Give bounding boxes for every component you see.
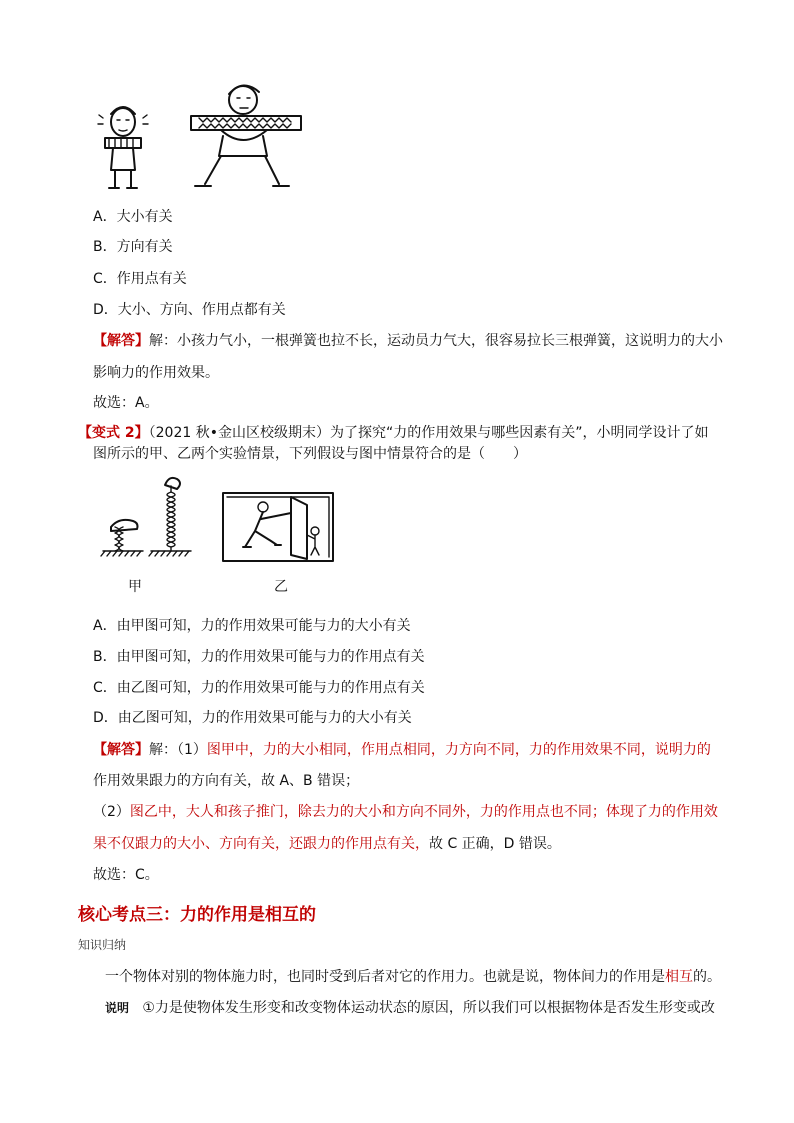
figure-label-jia: 甲 [128, 579, 142, 595]
option-a: A．大小有关 [93, 209, 173, 225]
paragraph-highlight: 相互 [665, 969, 693, 985]
question-stem [78, 423, 708, 443]
option-d: D．大小、方向、作用点都有关 [93, 302, 286, 318]
answer-choice: 故选：A。 [93, 395, 159, 411]
answer-prefix: 解：（1） [149, 742, 207, 758]
answer-paragraph-2 [93, 802, 718, 822]
question-stem-text: （2021 秋•金山区校级期末）为了探究“力的作用效果与哪些因素有关”，小明同学设计了如 [148, 425, 709, 441]
answer-highlight: 果不仅跟力的大小、方向有关，还跟力的作用点有关， [93, 836, 429, 852]
section-subheading: 知识归纳 [78, 938, 127, 952]
paragraph-text-end: 的。 [693, 969, 721, 985]
answer-tag: 【解答】 [93, 333, 149, 349]
option-a: A．由甲图可知，力的作用效果可能与力的大小有关 [93, 618, 411, 634]
option-b: B．由甲图可知，力的作用效果可能与力的作用点有关 [93, 649, 425, 665]
answer-prefix: （2） [93, 804, 130, 820]
note-text: ①力是使物体发生形变和改变物体运动状态的原因，所以我们可以根据物体是否发生形变或改 [142, 1000, 715, 1016]
spring-exercise-illustration-icon [95, 80, 295, 195]
answer-text: 故 C 正确，D 错误。 [429, 836, 561, 852]
question-tag: 【变式 2】 [78, 425, 149, 441]
figure-label-yi: 乙 [274, 579, 288, 595]
answer-choice: 故选：C。 [93, 867, 159, 883]
answer-paragraph [93, 331, 723, 351]
option-c: C．作用点有关 [93, 271, 187, 287]
note-label: 说明 [105, 1001, 130, 1015]
option-c: C．由乙图可知，力的作用效果可能与力的作用点有关 [93, 680, 425, 696]
answer-tag: 【解答】 [93, 742, 149, 758]
question-stem-cont: 图所示的甲、乙两个实验情景，下列假设与图中情景符合的是（ ） [93, 446, 527, 462]
answer-highlight: 图乙中，大人和孩子推门，除去力的大小和方向不同外，力的作用点也不同；体现了力的作用效 [129, 804, 718, 820]
note-line [105, 998, 715, 1018]
answer-highlight: 图甲中，力的大小相同，作用点相同，力方向不同，力的作用效果不同，说明力的 [206, 742, 711, 758]
answer-paragraph-1 [93, 740, 711, 760]
answer-text-cont: 影响力的作用效果。 [93, 365, 219, 381]
answer-text-cont: 作用效果跟力的方向有关，故 A、B 错误； [93, 773, 360, 789]
answer-text: 解：小孩力气小，一根弹簧也拉不长，运动员力气大，很容易拉长三根弹簧，这说明力的大小 [149, 333, 723, 349]
knowledge-paragraph [105, 967, 721, 987]
option-d: D．由乙图可知，力的作用效果可能与力的大小有关 [93, 710, 412, 726]
section-heading: 核心考点三：力的作用是相互的 [78, 905, 316, 925]
paragraph-text: 一个物体对别的物体施力时，也同时受到后者对它的作用力。也就是说，物体间力的作用是 [105, 969, 665, 985]
option-b: B．方向有关 [93, 239, 173, 255]
spring-and-door-illustration-icon [95, 475, 340, 570]
answer-paragraph-2-cont [93, 834, 561, 854]
